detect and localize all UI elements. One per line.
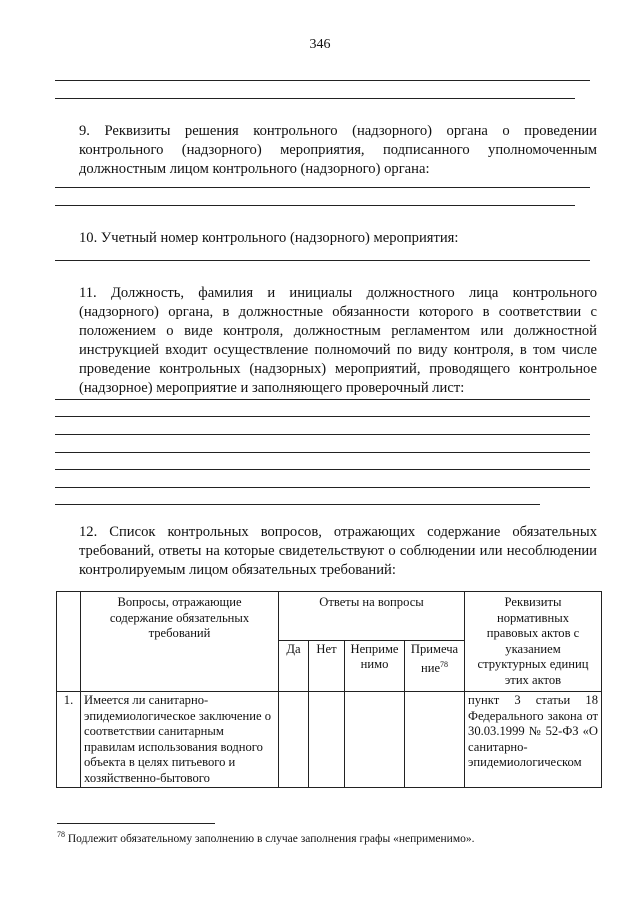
header-questions: Вопросы, отражающие содержание обязательных требований — [81, 592, 279, 692]
fill-line — [55, 260, 590, 261]
row-number: 1. — [57, 692, 81, 788]
row-answer-no[interactable] — [309, 692, 345, 788]
row-answer-na[interactable] — [345, 692, 405, 788]
section-12 — [57, 523, 597, 580]
header-note-label: Примеча ние — [410, 641, 459, 676]
footnote-separator — [57, 823, 215, 824]
fill-line — [55, 452, 590, 453]
fill-line — [55, 487, 590, 488]
fill-line — [55, 98, 575, 99]
section-9 — [57, 122, 597, 179]
fill-line — [55, 205, 575, 206]
row-note[interactable] — [405, 692, 465, 788]
fill-line — [55, 416, 590, 417]
row-question: Имеется ли санитарно-эпидемиологическое заключение о соответствии санитарным правилам использования водного объекта в целях питьевого и хозяйственно-бытового — [81, 692, 279, 788]
checklist-table — [56, 591, 602, 788]
row-requisites: пункт 3 статьи 18 Федерального закона от 30.03.1999 № 52-ФЗ «О санитарно-эпидемиологическом — [465, 692, 602, 788]
section-9-text: 9. Реквизиты решения контрольного (надзорного) органа о проведении контрольного (надзорного) мероприятия, подписанного уполномоченным должностным лицом контрольного (надзорного) органа: — [79, 123, 597, 177]
footnote — [57, 830, 475, 845]
page-number: 346 — [309, 37, 331, 52]
fill-line — [55, 504, 540, 505]
header-yes: Да — [279, 640, 309, 691]
fill-line — [55, 434, 590, 435]
header-no: Нет — [309, 640, 345, 691]
header-requisites: Реквизиты нормативных правовых актов с указанием структурных единиц этих актов — [465, 592, 602, 692]
row-answer-yes[interactable] — [279, 692, 309, 788]
section-11 — [57, 284, 597, 398]
header-na: Неприме нимо — [345, 640, 405, 691]
footnote-ref: 78 — [440, 660, 449, 670]
fill-line — [55, 187, 590, 188]
fill-line — [55, 469, 590, 470]
section-10 — [57, 229, 597, 248]
section-11-text: 11. Должность, фамилия и инициалы должностного лица контрольного (надзорного) органа, в должностные обязанности которого в соответствии с положением о виде контроля, должностным регламентом или должностной инструкцией входит осуществление полномочий по виду контроля, в том числе проведение контрольных (надзорных) мероприятий, проводящего контрольное (надзорное) мероприятие и заполняющего проверочный лист: — [79, 285, 597, 396]
footnote-mark: 78 — [57, 830, 65, 839]
header-num-cell — [57, 592, 81, 692]
table-header-row — [57, 592, 602, 641]
fill-line — [55, 80, 590, 81]
section-12-text: 12. Список контрольных вопросов, отражающих содержание обязательных требований, ответы на которые свидетельствуют о соблюдении или несоблюдении контролируемым лицом обязательных требований: — [79, 524, 597, 578]
fill-line — [55, 399, 590, 400]
header-note — [405, 640, 465, 691]
table-row — [57, 692, 602, 788]
header-answers: Ответы на вопросы — [279, 592, 465, 641]
footnote-text: Подлежит обязательному заполнению в случае заполнения графы «неприменимо». — [67, 832, 475, 845]
section-10-text: 10. Учетный номер контрольного (надзорного) мероприятия: — [79, 230, 459, 246]
